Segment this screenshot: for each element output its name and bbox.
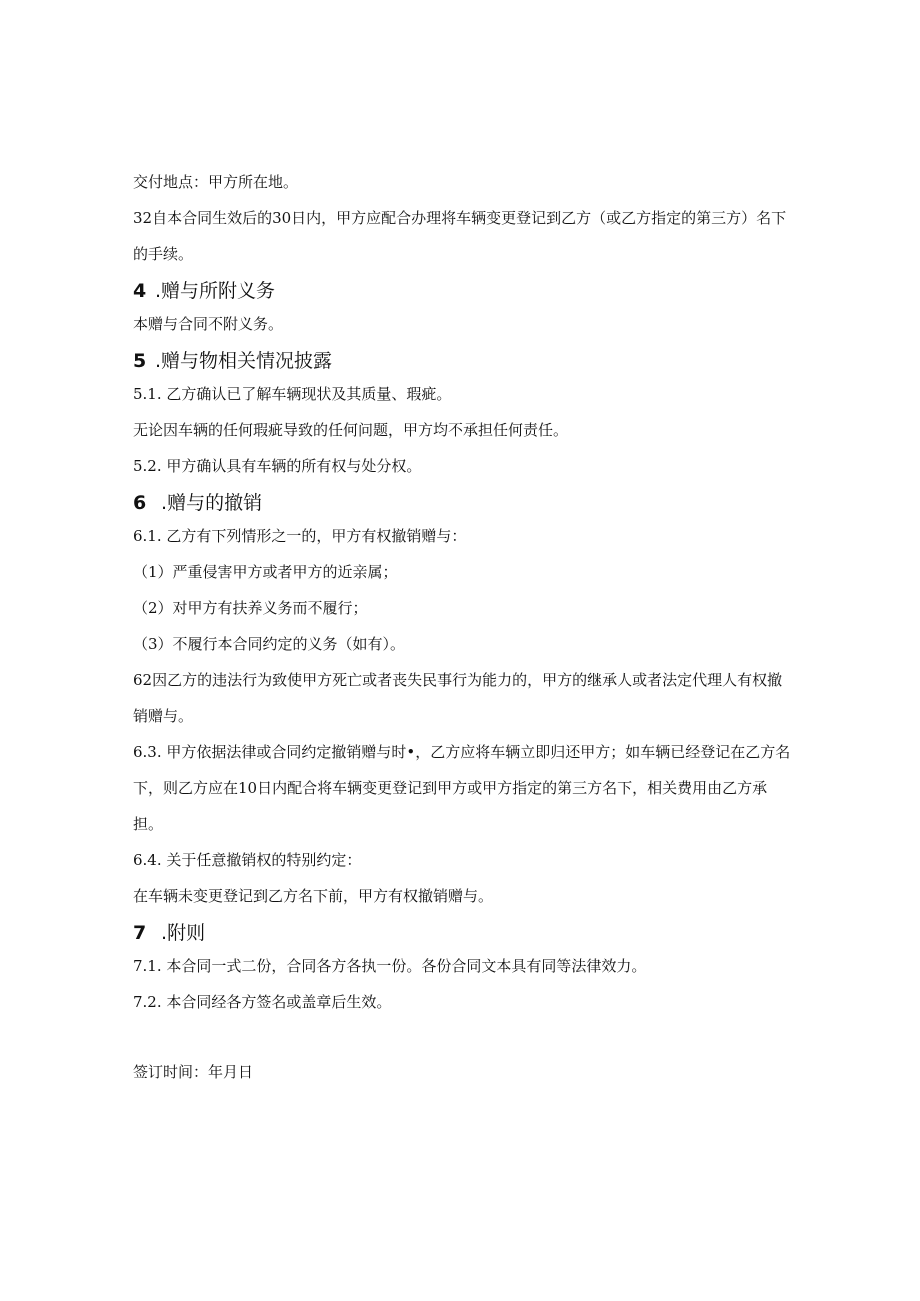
section-number: 7 (133, 922, 147, 944)
paragraph: 6.3. 甲方依据法律或合同约定撤销赠与时•，乙方应将车辆立即归还甲方；如车辆已经登记在乙方名下，则乙方应在10日内配合将车辆变更登记到甲方或甲方指定的第三方名下，相关费用由乙方承担。 (133, 743, 791, 833)
section-title: .附则 (155, 922, 206, 944)
paragraph: 签订时间：年月日 (133, 1063, 254, 1081)
section-heading (133, 278, 793, 304)
section-title: .赠与物相关情况披露 (155, 350, 333, 372)
paragraph: （2）对甲方有扶养义务而不履行； (133, 599, 368, 617)
paragraph: 在车辆未变更登记到乙方名下前，甲方有权撤销赠与。 (133, 887, 494, 905)
paragraph: 62因乙方的违法行为致使甲方死亡或者丧失民事行为能力的，甲方的继承人或者法定代理人有权撤销赠与。 (133, 671, 783, 725)
section-title: .赠与的撤销 (155, 492, 263, 514)
paragraph: 5.2. 甲方确认具有车辆的所有权与处分权。 (133, 457, 422, 475)
paragraph: 交付地点：甲方所在地。 (133, 173, 299, 191)
paragraph: 7.1. 本合同一式二份，合同各方各执一份。各份合同文本具有同等法律效力。 (133, 957, 647, 975)
section-heading (133, 920, 793, 946)
document-body (133, 170, 793, 1096)
paragraph: 6.4. 关于任意撤销权的特别约定： (133, 851, 362, 869)
paragraph: 无论因车辆的任何瑕疵导致的任何问题，甲方均不承担任何责任。 (133, 421, 569, 439)
spacer (133, 1026, 793, 1060)
paragraph: 6.1. 乙方有下列情形之一的，甲方有权撤销赠与： (133, 527, 467, 545)
paragraph: 32自本合同生效后的30日内，甲方应配合办理将车辆变更登记到乙方（或乙方指定的第三方）名下的手续。 (133, 209, 787, 263)
section-number: 6 (133, 492, 147, 514)
paragraph: 7.2. 本合同经各方签名或盖章后生效。 (133, 993, 392, 1011)
paragraph: （1）严重侵害甲方或者甲方的近亲属； (133, 563, 398, 581)
paragraph: 5.1. 乙方确认已了解车辆现状及其质量、瑕疵。 (133, 385, 452, 403)
paragraph: 本赠与合同不附义务。 (133, 315, 284, 333)
section-heading (133, 348, 793, 374)
section-number: 4 (133, 280, 147, 302)
paragraph: （3）不履行本合同约定的义务（如有）。 (133, 635, 406, 653)
section-title: .赠与所附义务 (155, 280, 276, 302)
section-heading (133, 490, 793, 516)
section-number: 5 (133, 350, 147, 372)
